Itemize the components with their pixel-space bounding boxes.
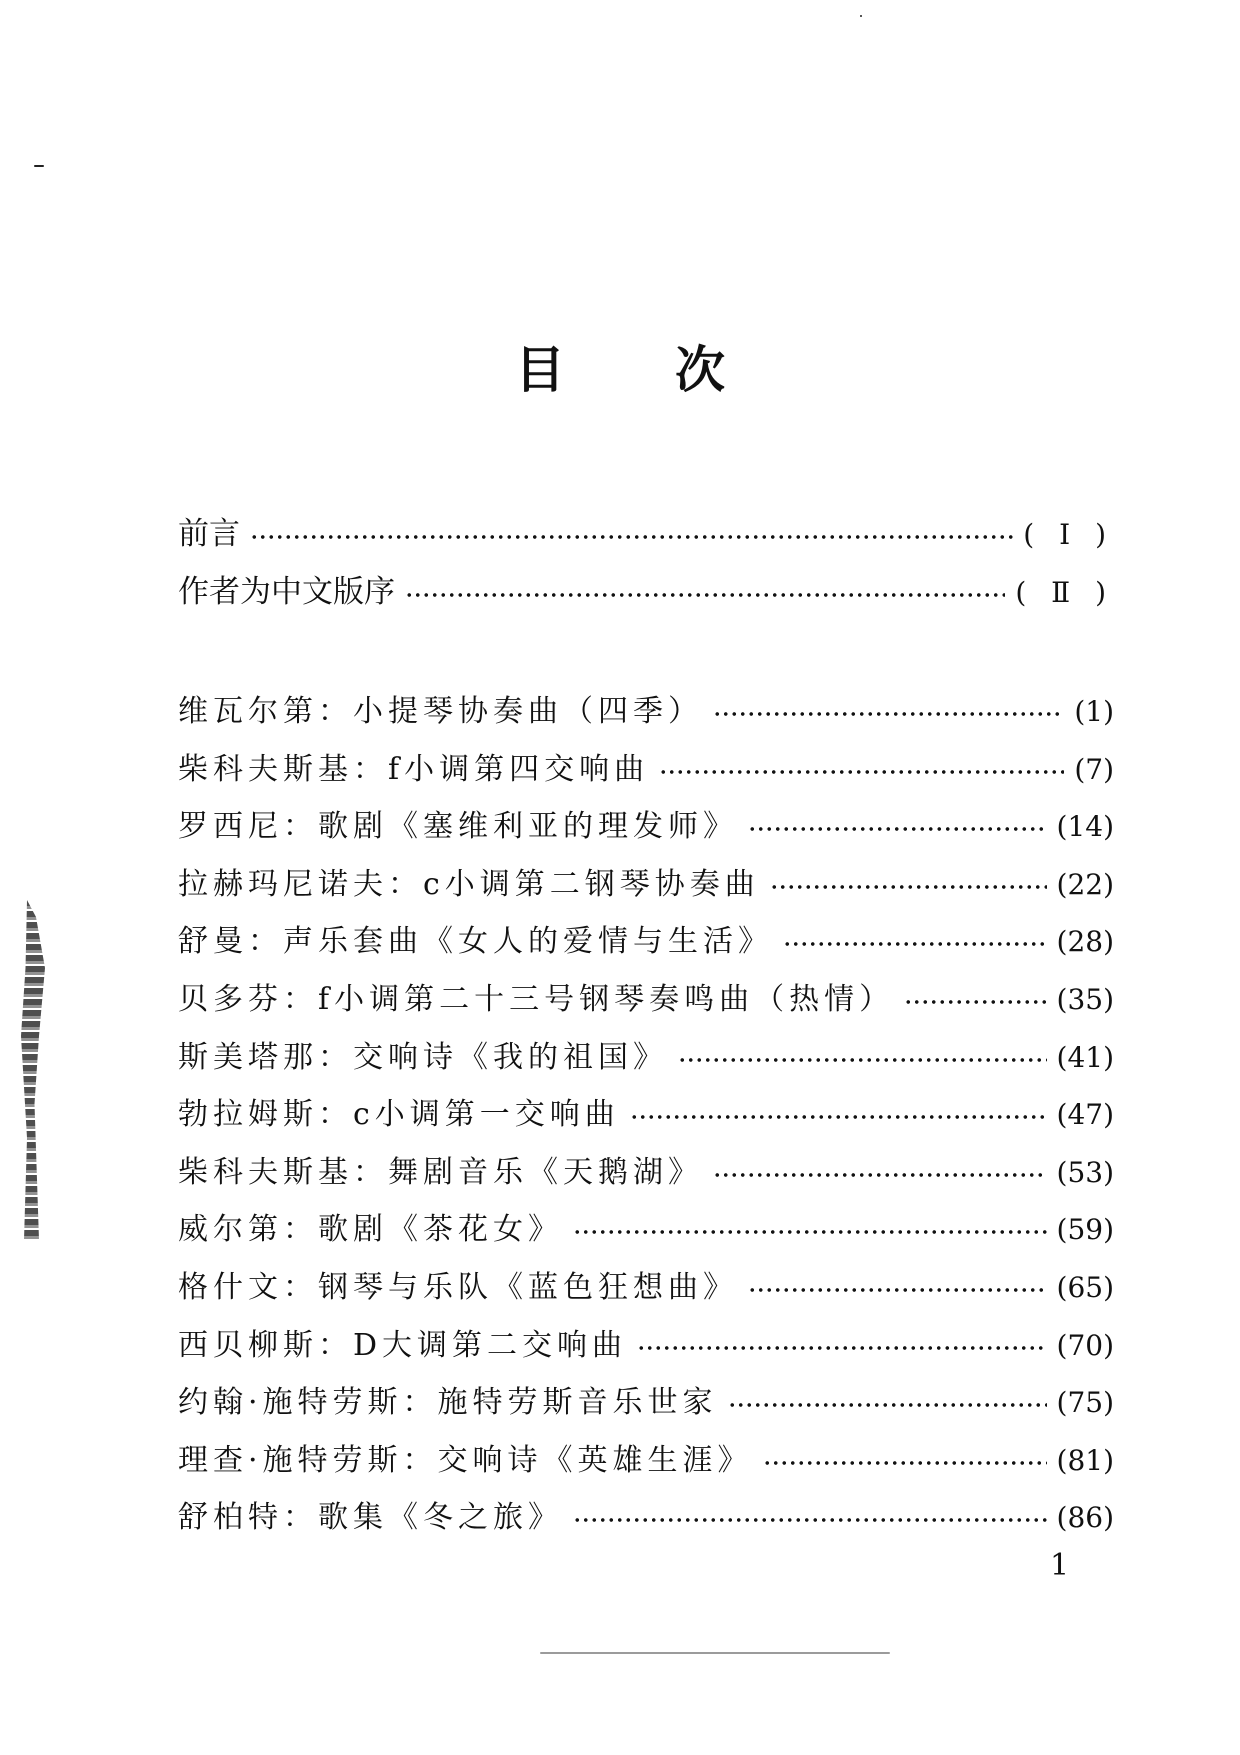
toc-entry-label: 罗西尼：歌剧《塞维利亚的理发师》 (178, 809, 738, 845)
dot-leader (763, 1460, 1047, 1466)
toc-entry-page: (81) (1056, 1443, 1114, 1477)
toc-entry-page: ( Ⅰ ) (1023, 518, 1114, 551)
toc-entry[interactable] (178, 1032, 1114, 1076)
toc-entry[interactable] (178, 974, 1114, 1018)
dot-leader (573, 1229, 1047, 1235)
toc-entry-page: (7) (1074, 752, 1114, 786)
toc-entry-page: (47) (1056, 1098, 1114, 1132)
toc-entry[interactable] (178, 744, 1114, 788)
toc-entry-label: 斯美塔那：交响诗《我的祖国》 (178, 1039, 668, 1075)
scan-edge-artifact (18, 900, 48, 1240)
toc-entry-label: 柴科夫斯基：f小调第四交响曲 (178, 751, 650, 787)
toc-entry-label: 前言 (178, 516, 240, 552)
toc-entry-page: (1) (1074, 695, 1114, 728)
toc-entry-label: 柴科夫斯基：舞剧音乐《天鹅湖》 (178, 1154, 703, 1190)
toc-entry-label: 拉赫玛尼诺夫：c小调第二钢琴协奏曲 (178, 866, 760, 902)
dot-leader (748, 1287, 1047, 1293)
scan-speck (860, 15, 862, 17)
toc-entry[interactable] (178, 801, 1114, 845)
dot-leader (637, 1345, 1046, 1351)
toc-entry-preface[interactable] (178, 508, 1114, 553)
toc-entry-page: (86) (1056, 1501, 1114, 1535)
dot-leader (713, 1172, 1047, 1178)
toc-entry-page: ( Ⅱ ) (1015, 576, 1114, 609)
dot-leader (405, 592, 1005, 598)
dot-leader (748, 826, 1047, 832)
toc-entry[interactable] (178, 686, 1114, 730)
dot-leader (659, 769, 1064, 775)
page-number: 1 (1050, 1548, 1070, 1583)
toc-entry[interactable] (178, 1377, 1114, 1421)
dot-leader (783, 941, 1047, 947)
toc-entry[interactable] (178, 1435, 1114, 1479)
toc-entry[interactable] (178, 916, 1114, 960)
toc-entry[interactable] (178, 859, 1114, 903)
toc-entry-page: (75) (1056, 1386, 1114, 1420)
dot-leader (630, 1114, 1047, 1120)
toc-entry-label: 西贝柳斯：D大调第二交响曲 (178, 1327, 628, 1363)
toc-entry[interactable] (178, 1262, 1114, 1306)
toc-entry-page: (53) (1056, 1155, 1114, 1189)
toc-entry-label: 理查·施特劳斯：交响诗《英雄生涯》 (178, 1442, 753, 1478)
title-char-1: 目 (515, 341, 565, 399)
toc-entry-label: 格什文：钢琴与乐队《蓝色狂想曲》 (178, 1270, 738, 1305)
toc-entry[interactable] (178, 1089, 1114, 1133)
scan-speck (34, 165, 44, 167)
toc-entry-page: (28) (1056, 925, 1114, 959)
toc-entry-label: 勃拉姆斯：c小调第一交响曲 (178, 1097, 620, 1133)
toc-entry-label: 贝多芬：f小调第二十三号钢琴奏鸣曲（热情） (178, 982, 895, 1017)
toc-entry[interactable] (178, 1204, 1114, 1248)
dot-leader (250, 534, 1013, 540)
dot-leader (904, 999, 1046, 1005)
toc-entry-page: (65) (1056, 1271, 1114, 1304)
toc-entry[interactable] (178, 1147, 1114, 1191)
toc-entry-page: (35) (1056, 983, 1114, 1016)
toc-entry[interactable] (178, 1320, 1114, 1364)
page-title (0, 330, 1240, 402)
scan-speck (540, 1652, 890, 1654)
toc-entry-page: (70) (1056, 1328, 1114, 1362)
dot-leader (678, 1057, 1047, 1063)
toc-entry-label: 约翰·施特劳斯：施特劳斯音乐世家 (178, 1385, 718, 1421)
toc-entry-page: (41) (1056, 1040, 1114, 1074)
toc-entry-label: 维瓦尔第：小提琴协奏曲（四季） (178, 694, 703, 729)
dot-leader (770, 884, 1047, 890)
toc-entry[interactable] (178, 1492, 1114, 1536)
toc-entry-label: 威尔第：歌剧《茶花女》 (178, 1212, 563, 1248)
toc-entry-label: 舒柏特：歌集《冬之旅》 (178, 1500, 563, 1536)
dot-leader (573, 1517, 1047, 1523)
toc-entry-chinese-preface[interactable] (178, 566, 1114, 611)
toc-entry-label: 作者为中文版序 (178, 574, 395, 610)
toc-entry-page: (59) (1056, 1213, 1114, 1247)
toc-entry-page: (22) (1056, 867, 1114, 901)
dot-leader (728, 1402, 1047, 1408)
dot-leader (713, 711, 1064, 717)
toc-entry-label: 舒曼：声乐套曲《女人的爱情与生活》 (178, 924, 773, 960)
toc-entry-page: (14) (1056, 810, 1114, 844)
title-char-2: 次 (675, 341, 725, 399)
